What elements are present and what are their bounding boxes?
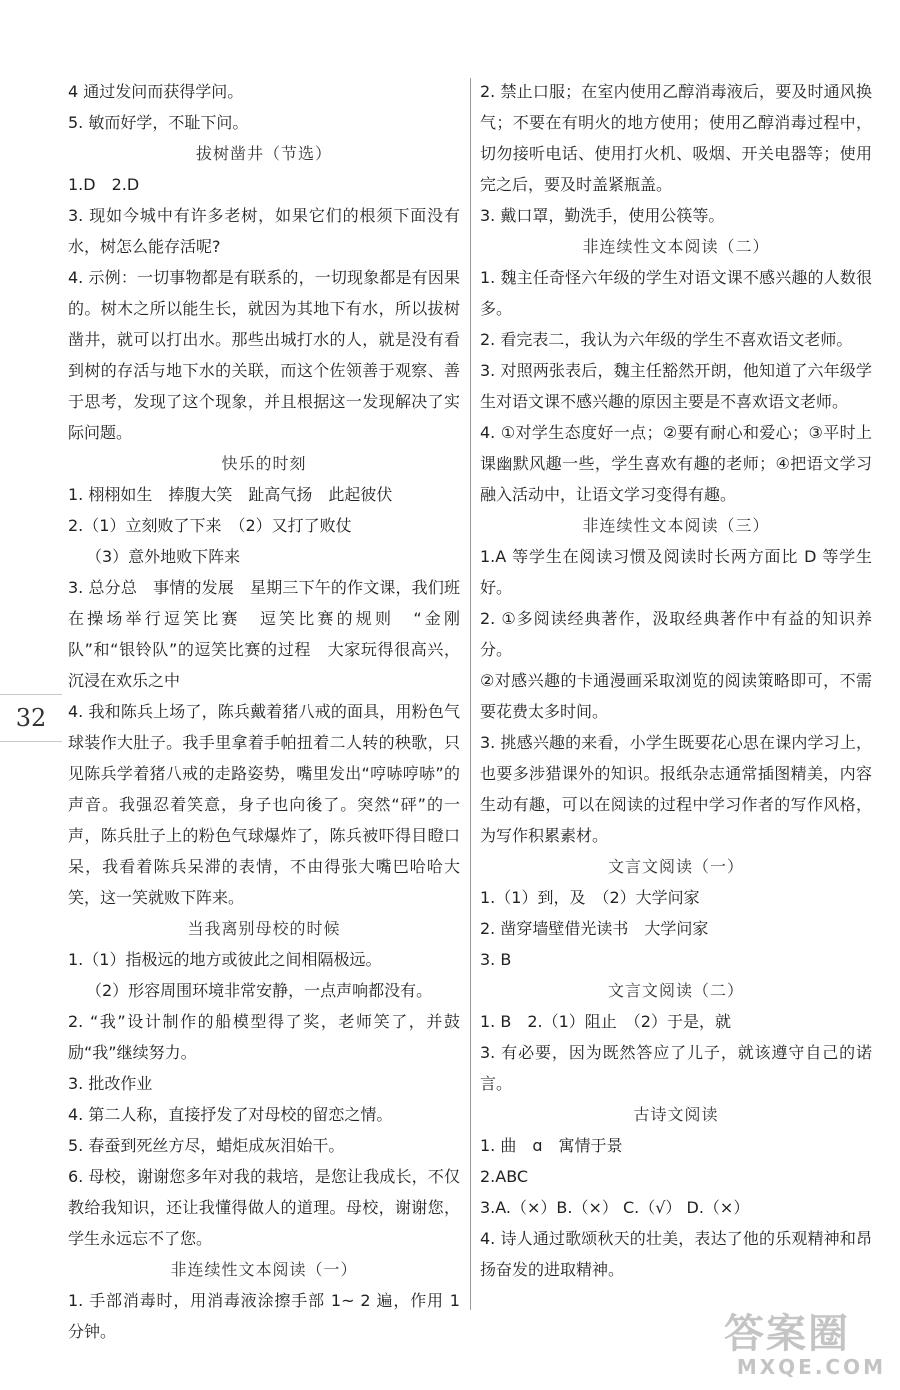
- section-heading: 快乐的时刻: [221, 454, 307, 473]
- section-heading: 非连续性文本阅读（三）: [582, 516, 770, 535]
- section-heading: 文言文阅读（二）: [607, 981, 744, 1000]
- right-column: [480, 76, 872, 1285]
- answer-paragraph: 2. “我”设计制作的船模型得了奖，老师笑了，并鼓励“我”继续努力。: [68, 1012, 460, 1062]
- answer-paragraph: 3. 批改作业: [68, 1074, 153, 1093]
- answer-paragraph: 1.（1）到，及 （2）大学问家: [480, 888, 700, 907]
- answer-paragraph: 4. 诗人通过歌颂秋天的壮美，表达了他的乐观精神和昂扬奋发的进取精神。: [480, 1229, 872, 1279]
- answer-paragraph: 1. B 2.（1）阻止 （2）于是，就: [480, 1012, 731, 1031]
- answer-paragraph: 5. 春蚕到死丝方尽，蜡炬成灰泪始干。: [68, 1136, 345, 1155]
- answer-paragraph: 2. 凿穿墙壁借光读书 大学问家: [480, 919, 709, 938]
- section-heading: 古诗文阅读: [633, 1105, 719, 1124]
- answer-paragraph: 1. 手部消毒时，用消毒液涂擦手部 1~ 2 遍，作用 1 分钟。: [68, 1291, 460, 1341]
- answer-paragraph: 1. 魏主任奇怪六年级的学生对语文课不感兴趣的人数很多。: [480, 268, 872, 318]
- section-heading: 当我离别母校的时候: [187, 919, 341, 938]
- watermark-logo-text: 答案圈: [724, 1311, 850, 1357]
- answer-paragraph: 2.ABC: [480, 1167, 529, 1186]
- answer-paragraph: 4 通过发问而获得学问。: [68, 82, 244, 101]
- column-divider: [470, 78, 471, 1310]
- answer-paragraph: 3. 现如今城中有许多老树，如果它们的根须下面没有水，树怎么能存活呢?: [68, 206, 460, 256]
- answer-paragraph: 3.A.（×）B.（×） C.（√） D.（×）: [480, 1198, 750, 1217]
- section-heading: 非连续性文本阅读（二）: [582, 237, 770, 256]
- section-heading: 非连续性文本阅读（一）: [170, 1260, 358, 1279]
- answer-paragraph: 1. 曲 ɑ 寓情于景: [480, 1136, 623, 1155]
- answer-paragraph: 2. ①多阅读经典著作，汲取经典著作中有益的知识养分。: [480, 609, 872, 659]
- answer-paragraph: 4. 示例：一切事物都是有联系的，一切现象都是有因果的。树木之所以能生长，就因为其地下有水，所以拔树凿井，就可以打出水。那些出城打水的人，就是没有看到树的存活与地下水的关联，而这个佐领善于观察、善于思考，发现了这个现象，并且根据这一发现解决了实际问题。: [68, 268, 460, 442]
- answer-paragraph: 5. 敏而好学，不耻下问。: [68, 113, 249, 132]
- answer-paragraph: 1.D 2.D: [68, 175, 140, 194]
- answer-paragraph: 2. 看完表二，我认为六年级的学生不喜欢语文老师。: [480, 330, 853, 349]
- answer-paragraph: （3）意外地败下阵来: [86, 547, 241, 566]
- answer-paragraph: （2）形容周围环境非常安静，一点声响都没有。: [86, 981, 433, 1000]
- answer-paragraph: 3. 挑感兴趣的来看，小学生既要花心思在课内学习上，也要多涉猎课外的知识。报纸杂志通常插图精美，内容生动有趣，可以在阅读的过程中学习作者的写作风格，为写作积累素材。: [480, 733, 872, 845]
- answer-paragraph: 2. 禁止口服；在室内使用乙醇消毒液后，要及时通风换气；不要在有明火的地方使用；使用乙醇消毒过程中，切勿接听电话、使用打火机、吸烟、开关电器等；使用完之后，要及时盖紧瓶盖。: [480, 82, 872, 194]
- answer-paragraph: 3. 戴口罩，勤洗手，使用公筷等。: [480, 206, 725, 225]
- section-heading: 拔树凿井（节选）: [195, 144, 332, 163]
- watermark-logo: [724, 1312, 892, 1382]
- answer-paragraph: 4. 我和陈兵上场了，陈兵戴着猪八戒的面具，用粉色气球装作大肚子。我手里拿着手帕扭着二人转的秧歌，只见陈兵学着猪八戒的走路姿势，嘴里发出“哼哧哼哧”的声音。我强忍着笑意，身子也向後了。突然“砰”的一声，陈兵肚子上的粉色气球爆炸了，陈兵被吓得目瞪口呆，我看着陈兵呆滞的表情，不由得张大嘴巴哈哈大笑，这一笑就败下阵来。: [68, 702, 460, 907]
- answer-paragraph: 2.（1）立刻败了下来 （2）又打了败仗: [68, 516, 352, 535]
- answer-paragraph: 1.A 等学生在阅读习惯及阅读时长两方面比 D 等学生好。: [480, 547, 872, 597]
- answer-paragraph: 4. 第二人称，直接抒发了对母校的留恋之情。: [68, 1105, 393, 1124]
- answer-paragraph: 3. 对照两张表后，魏主任豁然开朗，他知道了六年级学生对语文课不感兴趣的原因主要是不喜欢语文老师。: [480, 361, 872, 411]
- answer-paragraph: 1. 栩栩如生 捧腹大笑 趾高气扬 此起彼伏: [68, 485, 393, 504]
- answer-paragraph: 4. ①对学生态度好一点；②要有耐心和爱心；③平时上课幽默风趣一些，学生喜欢有趣的老师；④把语文学习融入活动中，让语文学习变得有趣。: [480, 423, 872, 504]
- answer-paragraph: 3. 有必要，因为既然答应了儿子，就该遵守自己的诺言。: [480, 1043, 872, 1093]
- answer-paragraph: 1.（1）指极远的地方或彼此之间相隔极远。: [68, 950, 382, 969]
- page-number: 32: [0, 694, 62, 742]
- watermark-logo-url: MXQE.COM: [736, 1355, 886, 1379]
- section-heading: 文言文阅读（一）: [607, 857, 744, 876]
- answer-paragraph: 3. B: [480, 950, 512, 969]
- answer-paragraph: 6. 母校，谢谢您多年对我的栽培，是您让我成长，不仅教给我知识，还让我懂得做人的道理。母校，谢谢您，学生永远忘不了您。: [68, 1167, 460, 1248]
- answer-paragraph: 3. 总分总 事情的发展 星期三下午的作文课，我们班在操场举行逗笑比赛 逗笑比赛的规则 “金刚队”和“银铃队”的逗笑比赛的过程 大家玩得很高兴，沉浸在欢乐之中: [68, 578, 460, 690]
- left-column: [68, 76, 460, 1347]
- answer-paragraph: ②对感兴趣的卡通漫画采取浏览的阅读策略即可，不需要花费太多时间。: [480, 671, 872, 721]
